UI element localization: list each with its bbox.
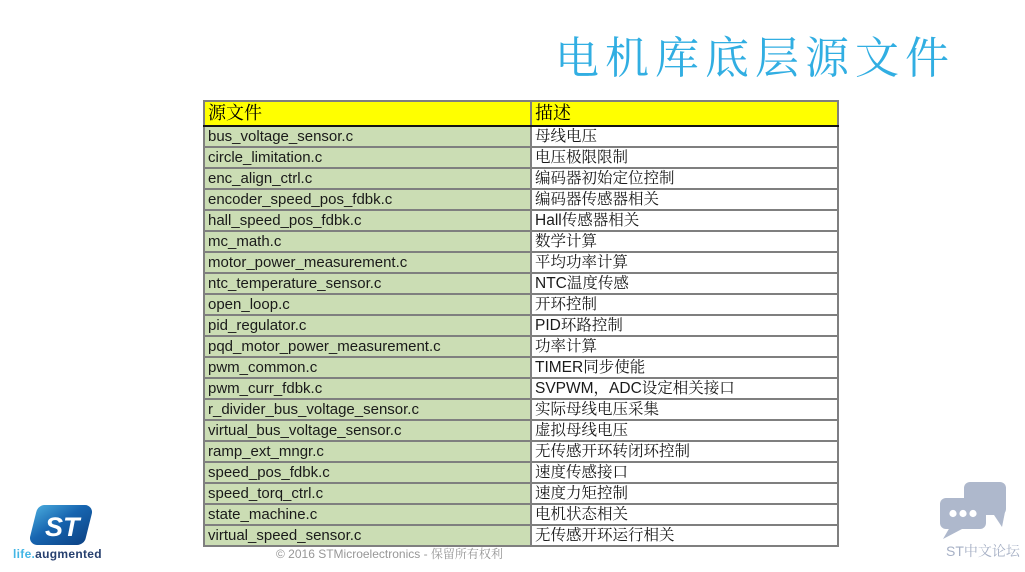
table-row [204, 336, 838, 357]
table-row [204, 399, 838, 420]
description-cell: 数学计算 [531, 231, 838, 252]
source-file-cell: virtual_speed_sensor.c [204, 525, 531, 546]
table-row [204, 231, 838, 252]
source-file-cell: speed_pos_fdbk.c [204, 462, 531, 483]
table-row [204, 210, 838, 231]
source-file-cell: r_divider_bus_voltage_sensor.c [204, 399, 531, 420]
source-file-cell: encoder_speed_pos_fdbk.c [204, 189, 531, 210]
svg-text:ST: ST [45, 512, 80, 542]
tagline-life: life. [13, 547, 36, 561]
source-file-cell: pid_regulator.c [204, 315, 531, 336]
description-cell: PID环路控制 [531, 315, 838, 336]
description-cell: 编码器初始定位控制 [531, 168, 838, 189]
description-cell: 实际母线电压采集 [531, 399, 838, 420]
header-cell-source-file: 源文件 [204, 101, 531, 126]
description-cell: 电压极限限制 [531, 147, 838, 168]
tagline-augmented: augmented [35, 547, 102, 561]
source-file-cell: speed_torq_ctrl.c [204, 483, 531, 504]
source-file-cell: state_machine.c [204, 504, 531, 525]
description-cell: 无传感开环转闭环控制 [531, 441, 838, 462]
table-row [204, 315, 838, 336]
description-cell: 电机状态相关 [531, 504, 838, 525]
source-file-cell: pqd_motor_power_measurement.c [204, 336, 531, 357]
source-file-cell: bus_voltage_sensor.c [204, 126, 531, 147]
header-row [204, 101, 838, 126]
description-cell: TIMER同步使能 [531, 357, 838, 378]
description-cell: NTC温度传感 [531, 273, 838, 294]
source-file-cell: ramp_ext_mngr.c [204, 441, 531, 462]
table-header [204, 101, 838, 126]
source-file-cell: motor_power_measurement.c [204, 252, 531, 273]
description-cell: 功率计算 [531, 336, 838, 357]
chat-bubbles-icon [938, 482, 1010, 545]
description-cell: 母线电压 [531, 126, 838, 147]
description-cell: 编码器传感器相关 [531, 189, 838, 210]
source-file-cell: hall_speed_pos_fdbk.c [204, 210, 531, 231]
table-row [204, 462, 838, 483]
source-file-cell: open_loop.c [204, 294, 531, 315]
source-file-cell: ntc_temperature_sensor.c [204, 273, 531, 294]
table-row [204, 168, 838, 189]
table-row [204, 252, 838, 273]
table-row [204, 483, 838, 504]
description-cell: 开环控制 [531, 294, 838, 315]
table-row [204, 420, 838, 441]
description-cell: 速度力矩控制 [531, 483, 838, 504]
source-file-cell: virtual_bus_voltage_sensor.c [204, 420, 531, 441]
table-row [204, 273, 838, 294]
forum-label: ST中文论坛 [946, 543, 1020, 559]
table-row [204, 525, 838, 546]
header-cell-description: 描述 [531, 101, 838, 126]
table-row [204, 189, 838, 210]
table-row [204, 441, 838, 462]
table-row [204, 294, 838, 315]
source-file-cell: enc_align_ctrl.c [204, 168, 531, 189]
table-row [204, 504, 838, 525]
page-title: 电机库底层源文件 [555, 33, 955, 84]
table-body [204, 126, 838, 546]
st-logo-icon [28, 503, 94, 549]
source-file-cell: pwm_common.c [204, 357, 531, 378]
source-file-cell: pwm_curr_fdbk.c [204, 378, 531, 399]
st-logo [28, 503, 94, 554]
table-row [204, 147, 838, 168]
table-row [204, 126, 838, 147]
description-cell: 无传感开环运行相关 [531, 525, 838, 546]
source-file-cell: mc_math.c [204, 231, 531, 252]
table-row [204, 357, 838, 378]
description-cell: 平均功率计算 [531, 252, 838, 273]
description-cell: Hall传感器相关 [531, 210, 838, 231]
description-cell: 速度传感接口 [531, 462, 838, 483]
table-row [204, 378, 838, 399]
copyright-text: © 2016 STMicroelectronics - 保留所有权利 [276, 547, 503, 561]
description-cell: 虚拟母线电压 [531, 420, 838, 441]
description-cell: SVPWM，ADC设定相关接口 [531, 378, 838, 399]
source-file-cell: circle_limitation.c [204, 147, 531, 168]
source-files-table [203, 100, 839, 547]
